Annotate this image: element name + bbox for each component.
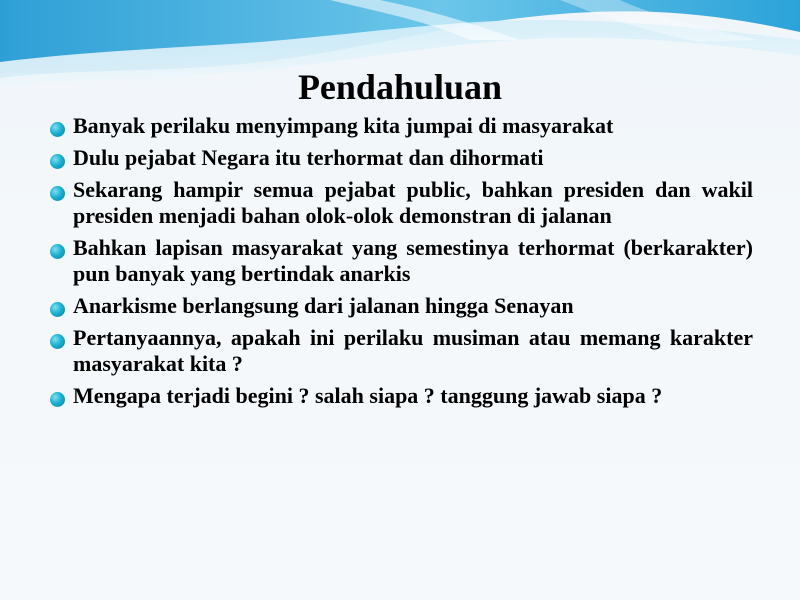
bullet-text: Sekarang hampir semua pejabat public, bahkan presiden dan wakil presiden menjadi bahan olok-olok demonstran di jalanan: [73, 177, 753, 228]
slide-title: Pendahuluan: [297, 67, 503, 107]
circle-bullet-icon: [50, 186, 65, 201]
circle-bullet-icon: [50, 392, 65, 407]
bullet-text: Pertanyaannya, apakah ini perilaku musiman atau memang karakter masyarakat kita ?: [73, 325, 753, 376]
bullet-list: [50, 113, 753, 415]
circle-bullet-icon: [50, 244, 65, 259]
bullet-text: Bahkan lapisan masyarakat yang semestinya terhormat (berkarakter) pun banyak yang bertindak anarkis: [73, 235, 753, 286]
bullet-text: Banyak perilaku menyimpang kita jumpai di masyarakat: [73, 113, 614, 138]
bullet-text: Mengapa terjadi begini ? salah siapa ? tanggung jawab siapa ?: [73, 383, 663, 408]
bullet-item: [50, 177, 753, 229]
bullet-item: [50, 293, 753, 319]
circle-bullet-icon: [50, 122, 65, 137]
bullet-text: Dulu pejabat Negara itu terhormat dan dihormati: [73, 145, 544, 170]
circle-bullet-icon: [50, 154, 65, 169]
circle-bullet-icon: [50, 302, 65, 317]
bullet-text: Anarkisme berlangsung dari jalanan hingga Senayan: [73, 293, 574, 318]
bullet-item: [50, 145, 753, 171]
bullet-item: [50, 113, 753, 139]
circle-bullet-icon: [50, 334, 65, 349]
bullet-item: [50, 325, 753, 377]
bullet-item: [50, 383, 753, 409]
bullet-item: [50, 235, 753, 287]
